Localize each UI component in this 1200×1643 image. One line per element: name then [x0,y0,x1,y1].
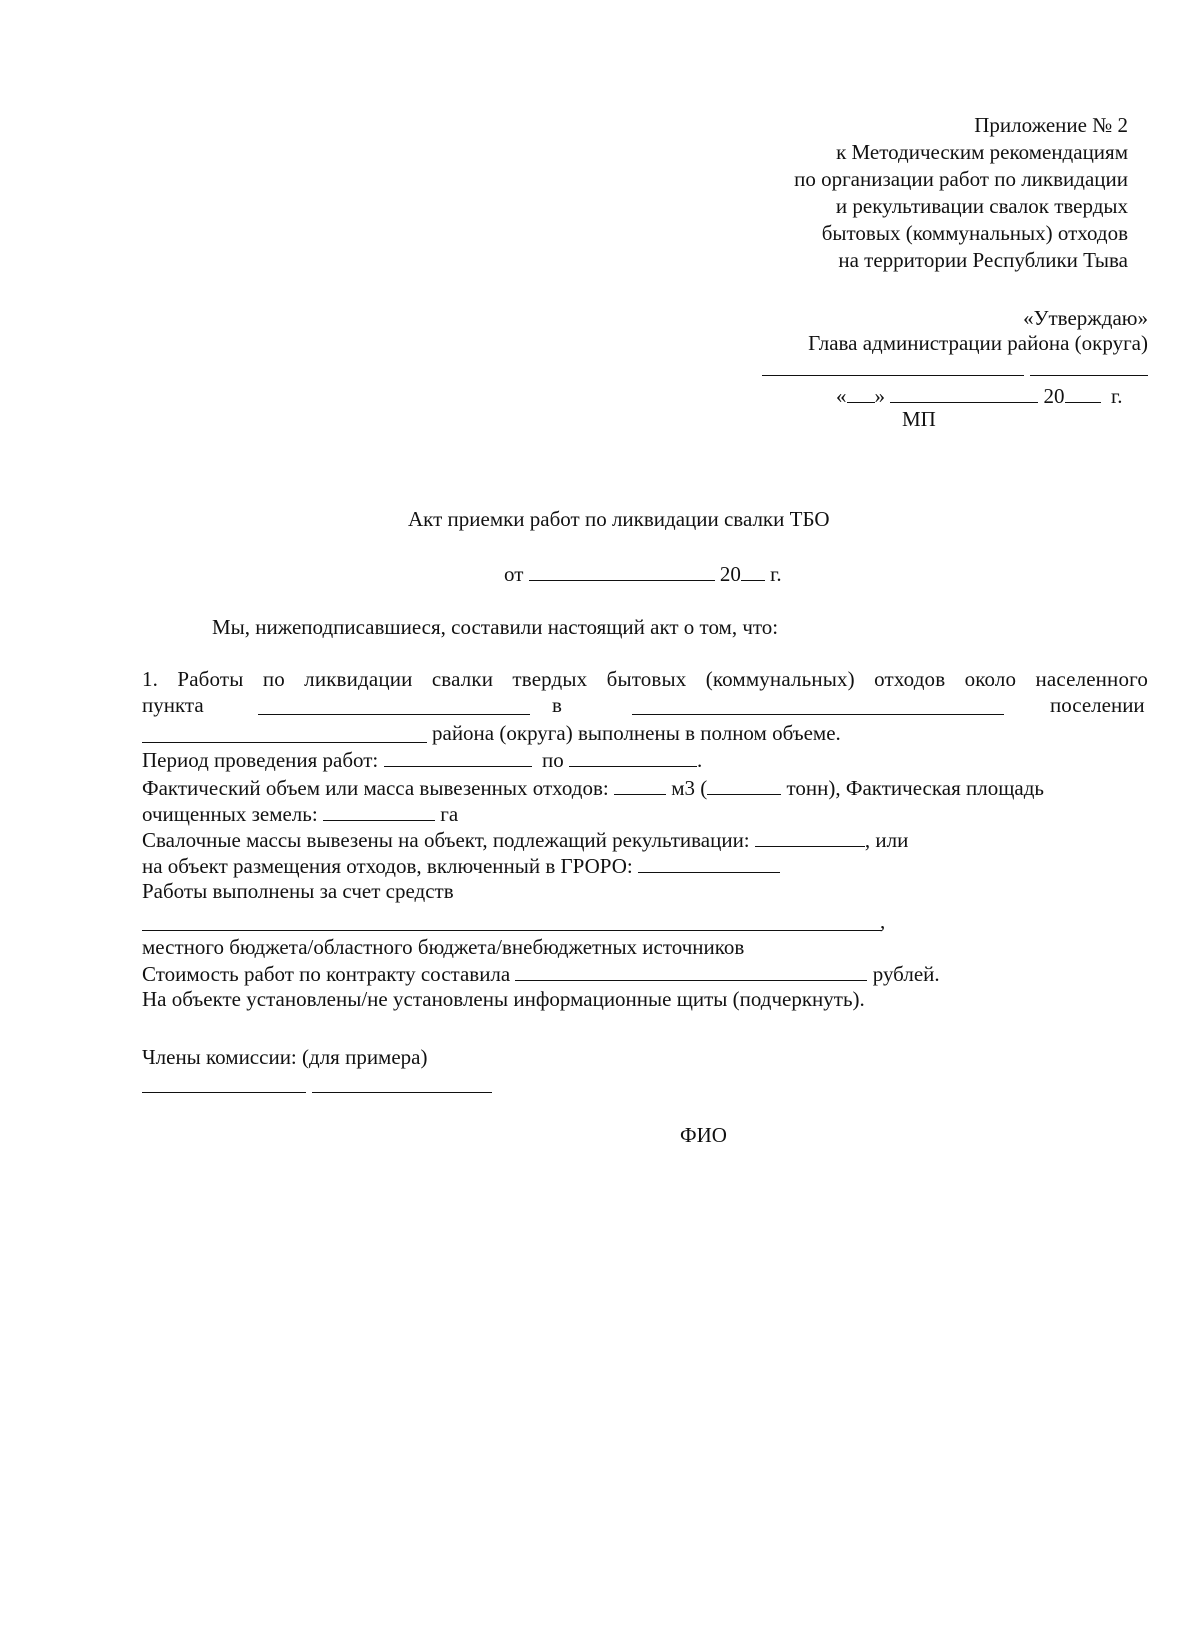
appendix-line: на территории Республики Тыва [838,248,1128,272]
period-line [142,746,702,773]
cost-blank [515,960,867,981]
volume-tons: тонн), Фактическая площадь [786,776,1044,800]
approver-position: Глава администрации района (округа) [808,331,1148,355]
funding-comma: , [880,909,886,933]
volume-blank [614,774,666,795]
groro-line [142,852,780,879]
period-end-blank [569,746,697,767]
tons-blank [707,774,781,795]
act-year-blank [741,560,765,581]
fio-label: ФИО [680,1123,727,1147]
funding-blank [142,930,882,931]
removed-label: Свалочные массы вывезены на объект, подлежащий рекультивации: [142,828,750,852]
act-date [504,560,782,587]
in-label: в [552,693,562,717]
district-name-blank [142,742,427,743]
removed-blank [755,826,865,847]
paragraph-1-line-1: 1. Работы по ликвидации свалки твердых бытовых (коммунальных) отходов около населенного [142,667,1148,691]
volume-m3: м3 ( [671,776,708,800]
settlement-name-blank [632,714,1004,715]
act-date-suffix: г. [770,562,782,586]
period-start-blank [384,746,532,767]
point-name-blank [258,714,530,715]
settlement-label: поселении [1050,693,1145,717]
approve-label: «Утверждаю» [1023,306,1148,330]
cleared-unit: га [440,802,459,826]
month-blank [890,382,1038,403]
act-date-from: от [504,562,524,586]
day-blank [847,382,875,403]
year-blank [1065,382,1101,403]
cleared-blank [323,800,435,821]
cost-label: Стоимость работ по контракту составила [142,962,511,986]
commission-name-line [312,1092,492,1093]
approver-name-line [1030,375,1148,376]
volume-label: Фактический объем или масса вывезенных отходов: [142,776,609,800]
approval-date [836,382,1123,409]
stamp-label: МП [902,407,936,431]
cleared-label: очищенных земель: [142,802,318,826]
removed-or: , или [864,828,909,852]
info-boards-line: На объекте установлены/не установлены информационные щиты (подчеркнуть). [142,987,865,1011]
period-label: Период проведения работ: [142,748,379,772]
cleared-line [142,800,458,827]
act-title: Акт приемки работ по ликвидации свалки ТБО [408,507,830,531]
appendix-line: бытовых (коммунальных) отходов [821,221,1128,245]
period-to: по [542,748,564,772]
removed-line [142,826,908,853]
cost-line [142,960,940,987]
cost-unit: рублей. [872,962,940,986]
commission-signature-line [142,1092,306,1093]
appendix-line: к Методическим рекомендациям [836,140,1128,164]
groro-label: на объект размещения отходов, включенный в ГРОРО: [142,854,633,878]
appendix-line: по организации работ по ликвидации [794,167,1128,191]
commission-label: Члены комиссии: (для примера) [142,1045,428,1069]
appendix-line: Приложение № 2 [974,113,1128,137]
groro-blank [638,852,780,873]
appendix-line: и рекультивации свалок твердых [835,194,1128,218]
appendix-block [608,112,1128,274]
act-intro: Мы, нижеподписавшиеся, составили настоящий акт о том, что: [212,615,779,639]
period-end: . [697,748,703,772]
act-date-year: 20 [719,562,741,586]
date-close-quote: » [874,384,885,408]
volume-line [142,774,1044,801]
year-prefix: 20 [1043,384,1065,408]
funding-label: Работы выполнены за счет средств [142,879,454,903]
approver-signature-line [762,375,1024,376]
act-date-blank [529,560,715,581]
paragraph-1-line-3: района (округа) выполнены в полном объеме. [432,721,841,745]
funding-sources: местного бюджета/областного бюджета/внебюджетных источников [142,935,745,959]
year-suffix: г. [1111,384,1123,408]
point-label: пункта [142,693,204,717]
date-open-quote: « [836,384,847,408]
